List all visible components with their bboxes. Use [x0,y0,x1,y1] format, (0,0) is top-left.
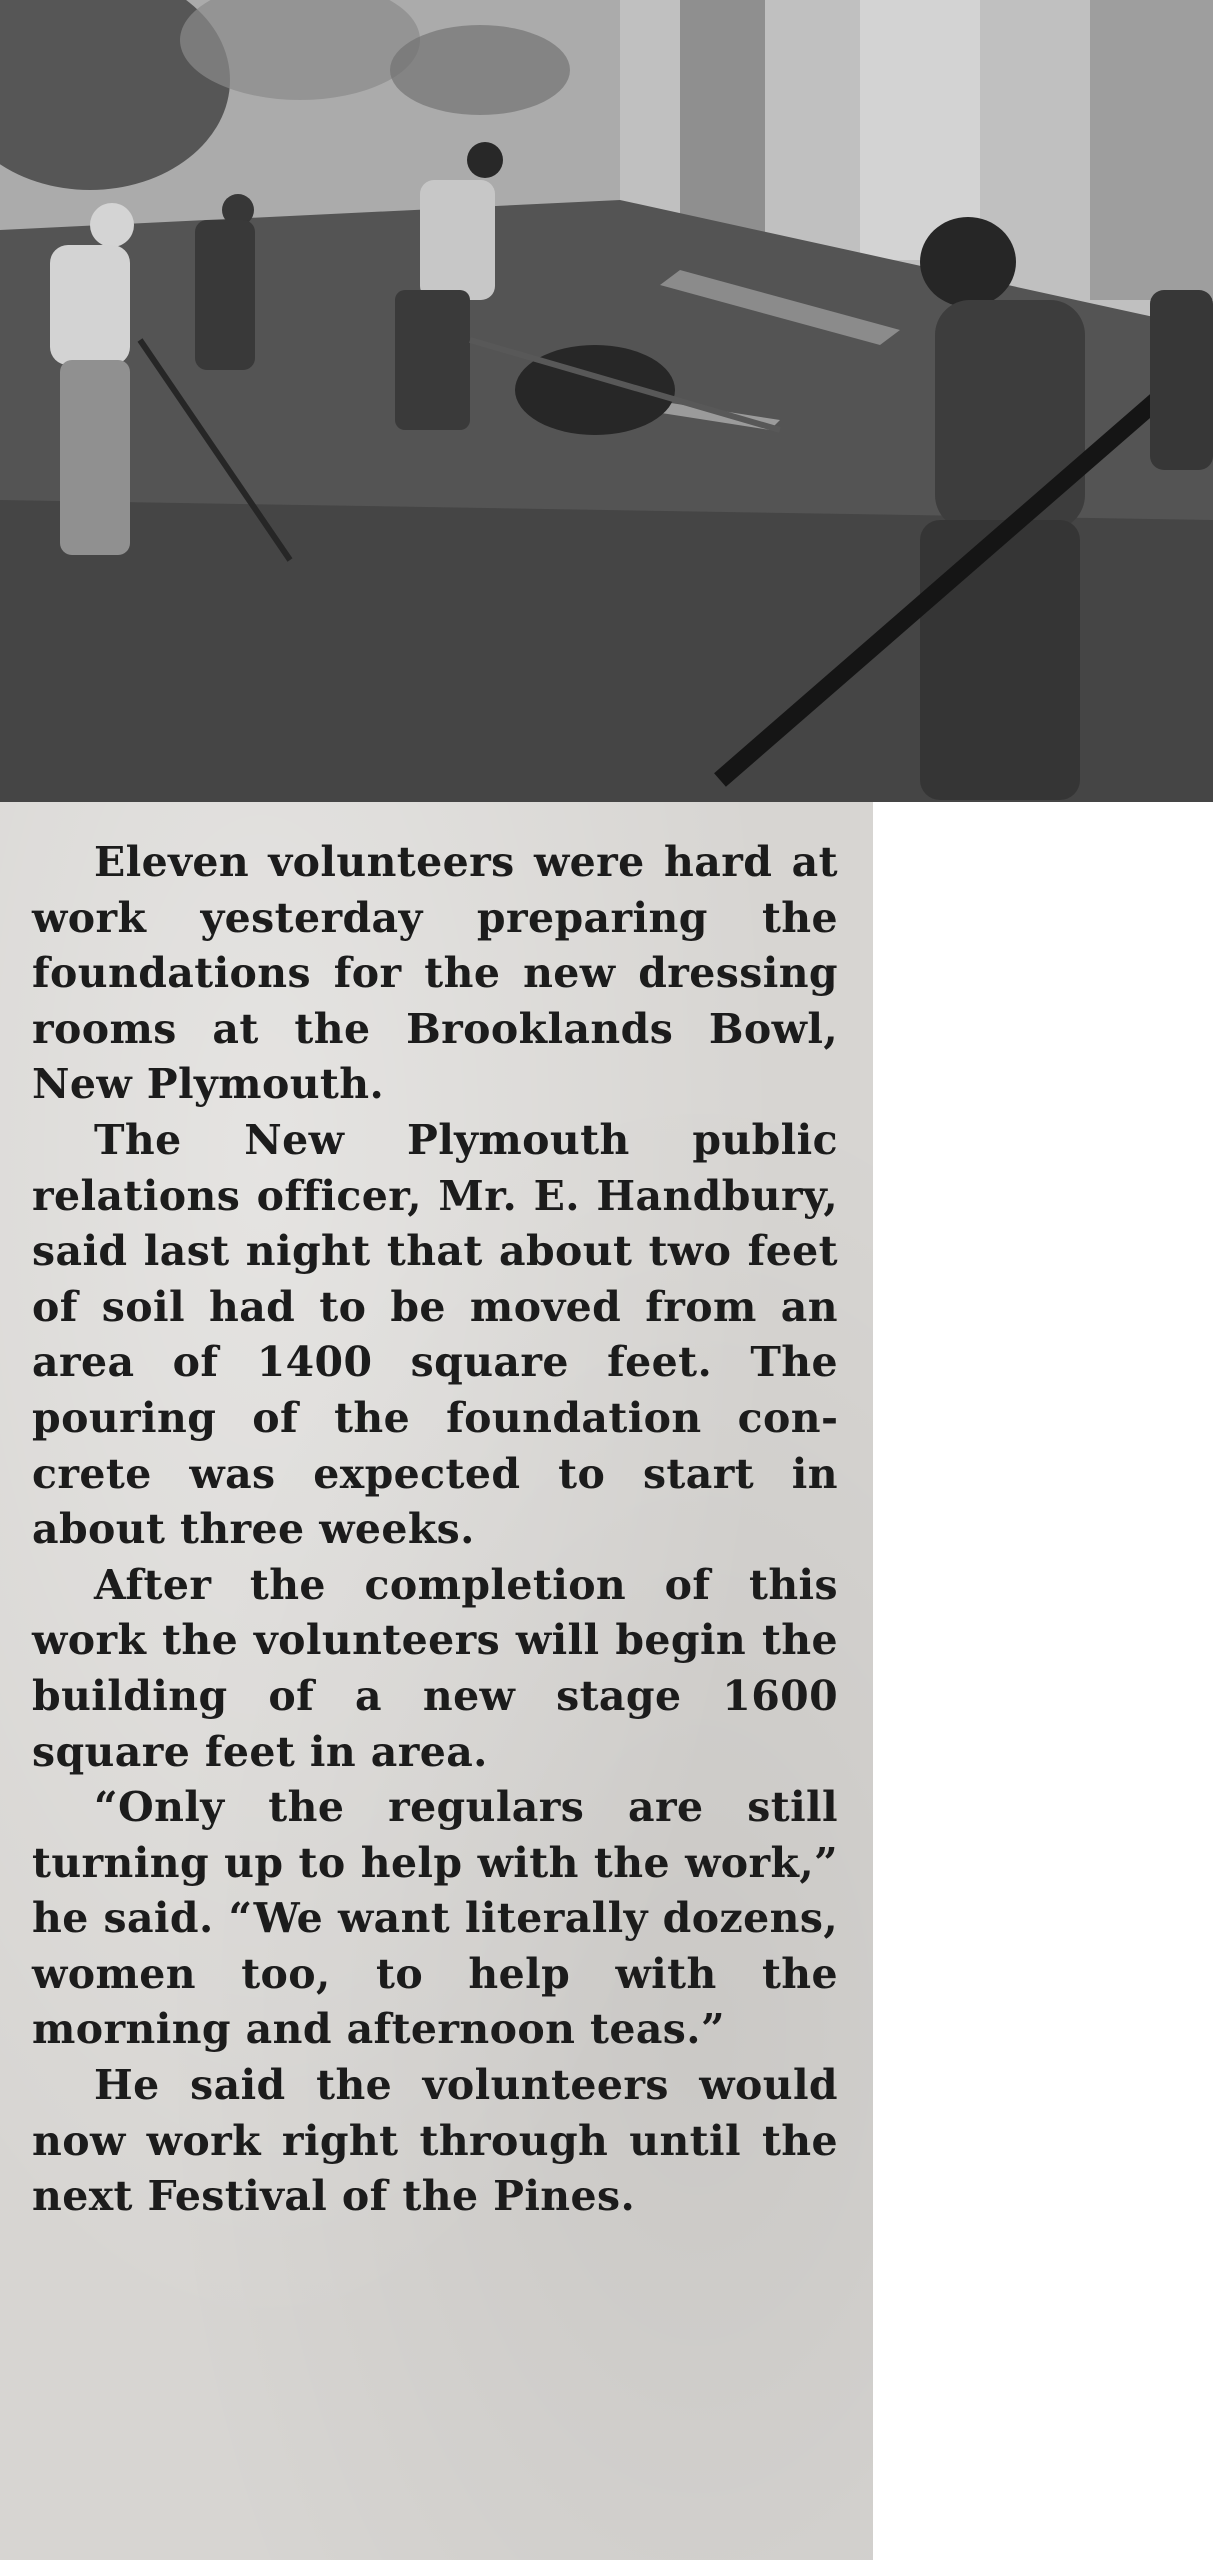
article-paragraph-4: “Only the regulars are still turning up to help with the work,” he said. “We want literally dozens, women too, to help with the morning and afternoon teas.” [32,1783,838,2054]
photo-scene-icon [0,0,1213,802]
article-paragraph-5: He said the volunteers would now work right through until the next Festival of the Pines. [32,2061,838,2221]
newspaper-clipping [0,802,873,2560]
newspaper-photo [0,0,1213,802]
article-body [32,835,838,2225]
article-paragraph-3: After the completion of this work the volunteers will begin the building of a new stage 1600 square feet in area. [32,1560,838,1776]
article-paragraph-2: The New Plymouth public relations officer, Mr. E. Handbury, said last night that about two feet of soil had to be moved from an area of 1400 square feet. The pouring of the foundation concrete was expected to start in about three weeks. [32,1115,838,1554]
article-paragraph-1: Eleven volunteers were hard at work yesterday preparing the foundations for the new dressing rooms at the Brooklands Bowl, New Plymouth. [32,838,838,1109]
